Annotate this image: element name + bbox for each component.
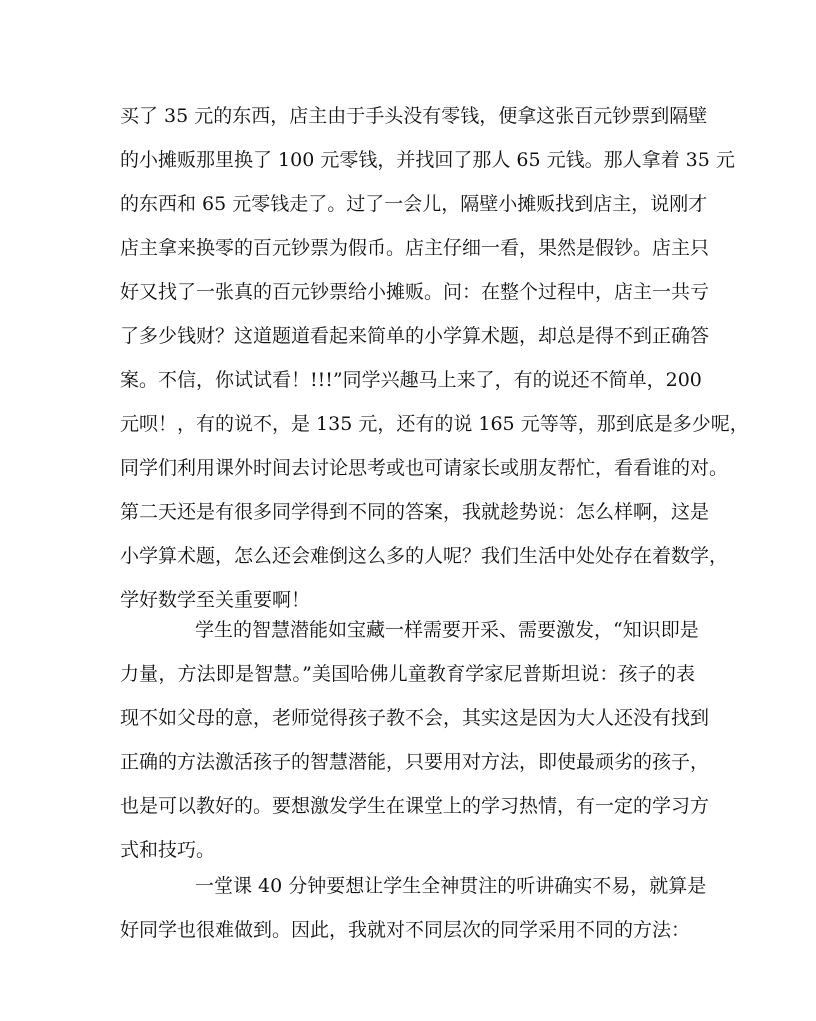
paragraph-wisdom-line: 力量，方法即是智慧。”美国哈佛儿童教育学家尼普斯坦说：孩子的表	[120, 663, 695, 685]
paragraph-story-line: 小学算术题，怎么还会难倒这么多的人呢？我们生活中处处存在着数学，	[120, 545, 729, 567]
paragraph-wisdom-line: 正确的方法激活孩子的智慧潜能，只要用对方法，即使最顽劣的孩子，	[120, 751, 710, 773]
paragraph-story-line: 的小摊贩那里换了 100 元零钱，并找回了那人 65 元钱。那人拿着 35 元	[120, 149, 735, 171]
paragraph-story-line: 元呗！，有的说不，是 135 元，还有的说 165 元等等，那到底是多少呢，	[120, 413, 749, 435]
paragraph-story-line: 的东西和 65 元零钱走了。过了一会儿，隔壁小摊贩找到店主，说刚才	[120, 193, 708, 215]
paragraph-story-line: 第二天还是有很多同学得到不同的答案，我就趁势说：怎么样啊，这是	[120, 501, 710, 523]
paragraph-wisdom-line-first: 学生的智慧潜能如宝藏一样需要开采、需要激发，“知识即是	[195, 619, 699, 641]
paragraph-wisdom-line: 现不如父母的意，老师觉得孩子教不会，其实这是因为大人还没有找到	[120, 707, 710, 729]
paragraph-story-line: 买了 35 元的东西，店主由于手头没有零钱，便拿这张百元钞票到隔壁	[120, 105, 708, 127]
paragraph-story-line: 好又找了一张真的百元钞票给小摊贩。问：在整个过程中，店主一共亏	[120, 281, 710, 303]
paragraph-class-line: 好同学也很难做到。因此，我就对不同层次的同学采用不同的方法：	[120, 919, 691, 941]
paragraph-story-line: 学好数学至关重要啊！	[120, 589, 311, 611]
paragraph-wisdom-line: 也是可以教好的。要想激发学生在课堂上的学习热情，有一定的学习方	[120, 795, 710, 817]
paragraph-story-line: 了多少钱财？这道题道看起来简单的小学算术题，却总是得不到正确答	[120, 325, 710, 347]
paragraph-class-line-first: 一堂课 40 分钟要想让学生全神贯注的听讲确实不易，就算是	[195, 875, 707, 897]
paragraph-story-line: 店主拿来换零的百元钞票为假币。店主仔细一看，果然是假钞。店主只	[120, 237, 710, 259]
paragraph-story-line: 同学们利用课外时间去讨论思考或也可请家长或朋友帮忙，看看谁的对。	[120, 457, 729, 479]
paragraph-wisdom-line: 式和技巧。	[120, 839, 216, 861]
paragraph-story-line: 案。不信，你试试看！!!!”同学兴趣马上来了，有的说还不简单，200	[120, 369, 702, 391]
